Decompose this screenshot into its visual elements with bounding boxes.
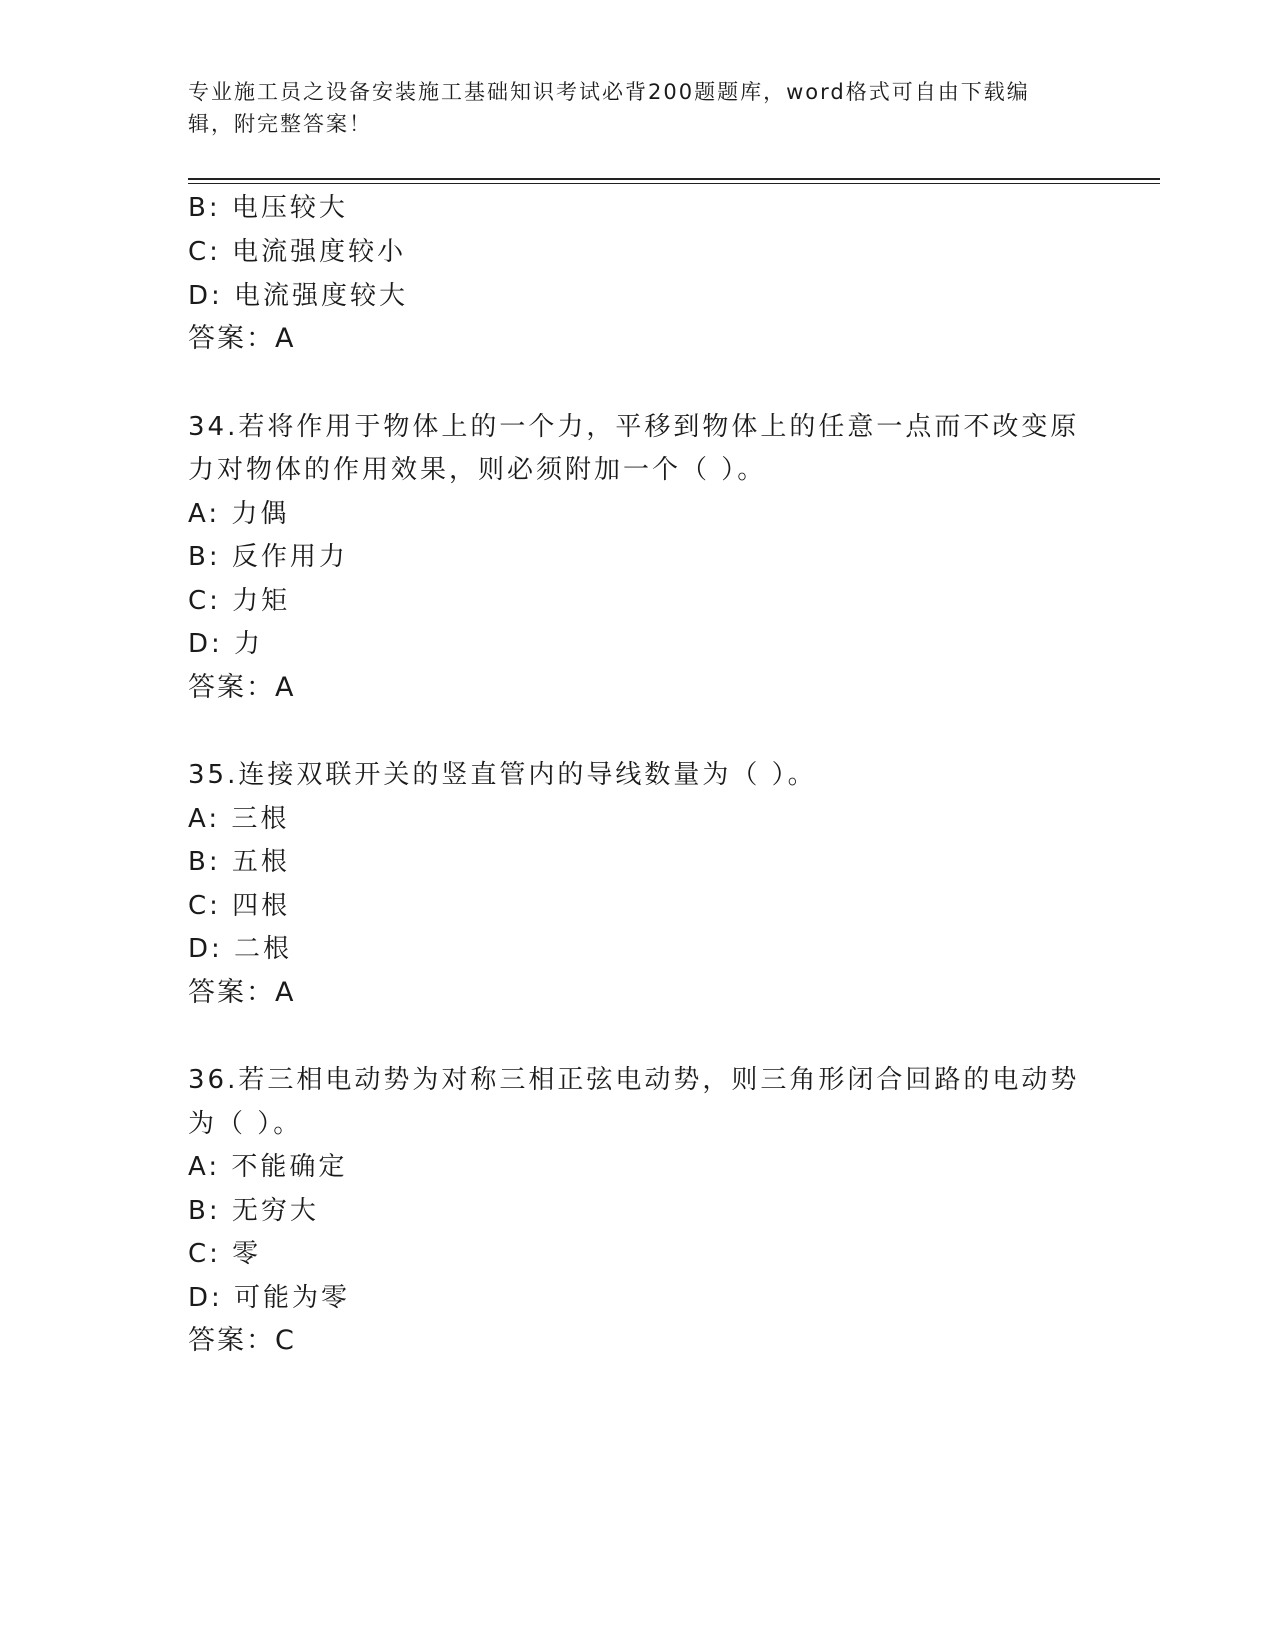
q34-option-c: C: 力矩 [188, 586, 291, 616]
q36-option-c: C: 零 [188, 1239, 262, 1269]
q36-option-a: A: 不能确定 [188, 1152, 348, 1182]
q35-option-d: D: 二根 [188, 934, 293, 964]
q36-option-b: B: 无穷大 [188, 1196, 319, 1226]
q33-option-d: D: 电流强度较大 [188, 281, 409, 311]
q33-answer: 答案：A [188, 323, 296, 354]
document-header: 专业施工员之设备安装施工基础知识考试必背200题题库，word格式可自由下载编辑，附完整答案！ [188, 80, 1030, 136]
q34-stem-line1: 34.若将作用于物体上的一个力，平移到物体上的任意一点而不改变原 [188, 412, 1080, 442]
q35-option-b: B: 五根 [188, 847, 290, 877]
q34-option-d: D: 力 [188, 629, 264, 659]
header-rule-thick [188, 178, 1160, 180]
q36-stem-line1: 36.若三相电动势为对称三相正弦电动势，则三角形闭合回路的电动势 [188, 1065, 1080, 1095]
q33-option-c: C: 电流强度较小 [188, 237, 407, 267]
q36-answer: 答案：C [188, 1325, 296, 1356]
q34-answer: 答案：A [188, 672, 296, 703]
q34-option-a: A: 力偶 [188, 499, 290, 529]
q35-answer: 答案：A [188, 977, 296, 1008]
q35-option-c: C: 四根 [188, 891, 291, 921]
q36-stem-line2: 为（ ）。 [188, 1109, 303, 1139]
q36-option-d: D: 可能为零 [188, 1283, 351, 1313]
q33-option-b: B: 电压较大 [188, 193, 348, 223]
q34-stem-line2: 力对物体的作用效果，则必须附加一个（ ）。 [188, 455, 767, 485]
header-rule-thin [188, 183, 1160, 184]
q34-option-b: B: 反作用力 [188, 542, 348, 572]
q35-stem-line1: 35.连接双联开关的竖直管内的导线数量为（ ）。 [188, 760, 817, 790]
q35-option-a: A: 三根 [188, 804, 290, 834]
